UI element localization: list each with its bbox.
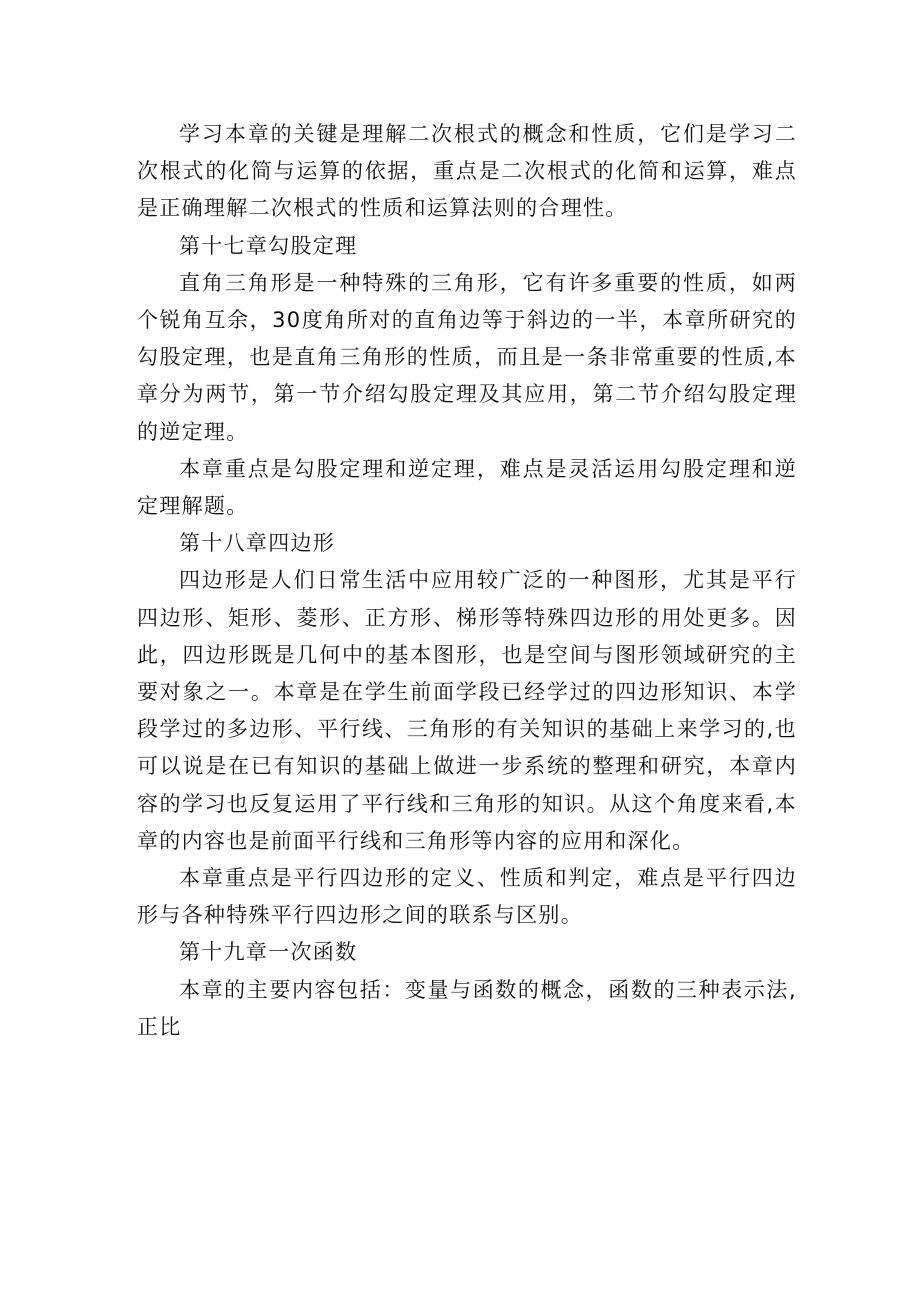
chapter-17-heading: 第十七章勾股定理 <box>179 233 358 258</box>
paragraph-linear-function-intro: 本章的主要内容包括：变量与函数的概念，函数的三种表示法,正比 <box>137 977 797 1039</box>
paragraph-quadrilateral-intro: 四边形是人们日常生活中应用较广泛的一种图形，尤其是平行四边形、矩形、菱形、正方形、梯形等特殊四边形的用处更多。因此，四边形既是几何中的基本图形，也是空间与图形领域研究的主要对象之一。本章是在学生前面学段已经学过的四边形知识、本学段学过的多边形、平行线、三角形的有关知识的基础上来学习的,也可以说是在已有知识的基础上做进一步系统的整理和研究，本章内容的学习也反复运用了平行线和三角形的知识。从这个角度来看,本章的内容也是前面平行线和三角形等内容的应用和深化。 <box>137 568 797 853</box>
paragraph-right-triangle-intro: 直角三角形是一种特殊的三角形，它有许多重要的性质，如两个锐角互余，30度角所对的直角边等于斜边的一半，本章所研究的勾股定理，也是直角三角形的性质，而且是一条非常重要的性质,本章分为两节，第一节介绍勾股定理及其应用，第二节介绍勾股定理的逆定理。 <box>137 270 797 444</box>
paragraph-chapter-17-focus: 本章重点是勾股定理和逆定理，难点是灵活运用勾股定理和逆定理解题。 <box>137 456 797 519</box>
chapter-18-heading: 第十八章四边形 <box>179 531 336 556</box>
paragraph-chapter-18-focus: 本章重点是平行四边形的定义、性质和判定，难点是平行四边形与各种特殊平行四边形之间的联系与区别。 <box>137 866 797 928</box>
paragraph-radical-key-points: 学习本章的关键是理解二次根式的概念和性质，它们是学习二次根式的化简与运算的依据，重点是二次根式的化简和运算，难点是正确理解二次根式的性质和运算法则的合理性。 <box>137 122 797 221</box>
chapter-19-heading: 第十九章一次函数 <box>179 940 358 965</box>
document-body <box>137 116 797 1046</box>
